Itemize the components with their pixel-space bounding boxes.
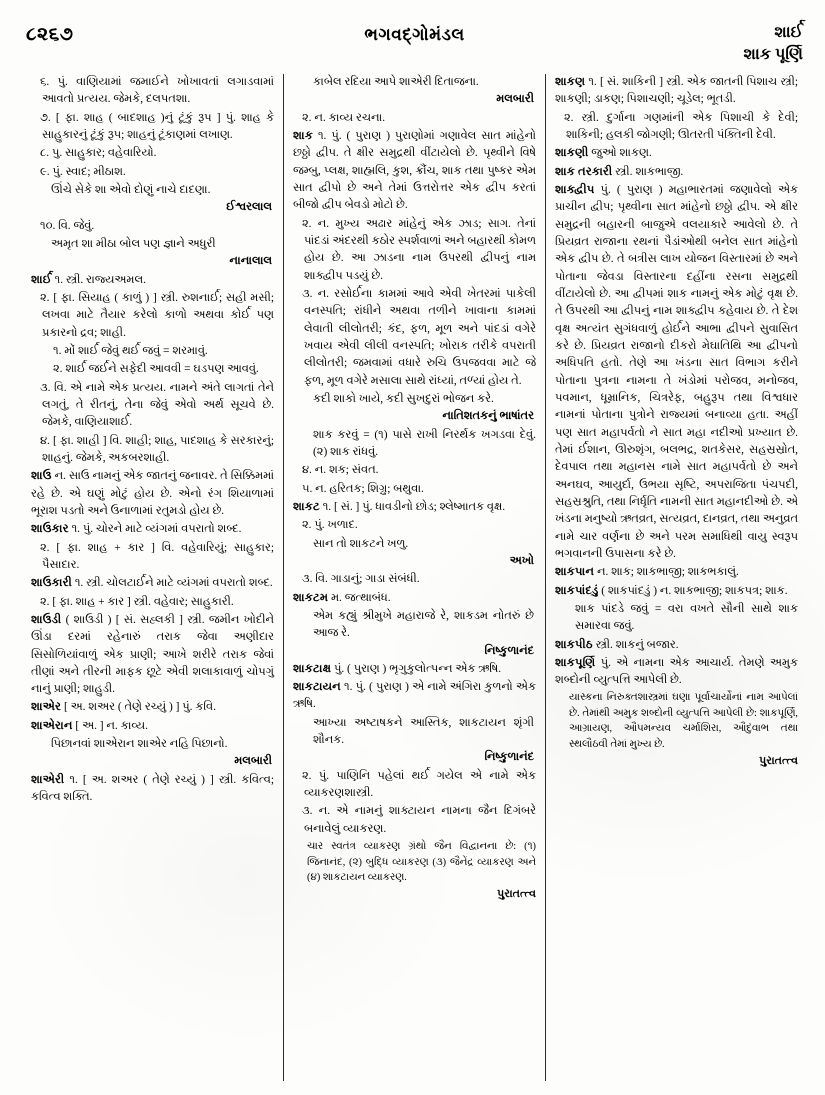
entry-citation: [293, 391, 536, 426]
citation-source: ઈશ્વરલાલ: [226, 201, 272, 214]
dictionary-entry: [293, 661, 536, 678]
entry-subsense: ૧. મોં શાર્ઈ જેવું થર્ઈ જવું = શરમાવું.: [53, 344, 208, 357]
citation-source: નિષ્કુળાનંદ: [484, 751, 534, 764]
citation-text: સાન તો શાકટને ખળુ.: [313, 537, 409, 550]
dictionary-entry: [555, 182, 798, 563]
citation-source: નાનાલાલ: [229, 255, 272, 268]
entry-sense: ૪. [ ફા. શાહી ] વિ. શાહી; શાહ, પાદશાહ કે સરકારનું; શાહનું. જેમકે, અકબરશાહી.: [40, 434, 274, 464]
entry-definition: પું. ( પુરાણ ) મહાભારતમાં જણાવેલો એક પ્રાચીન દ્વીપ; પૃથ્વીના સાત માંહેનો છઠ્ઠો દ્વીપ. એ ક્ષીર સમુદ્રની બહારની બાજુએ વલયાકારે આવેલો છે. તે પ્રિયવ્રત રાજાના રથનાં પૈડાંઓથી બનેલ સાત માંહેનો એક દ્વીપ છે. તે બત્રીસ લાખ યોજન વિસ્તારમાં છે અને પોતાના જેવડા વિસ્તારના દહીંના રસના સમુદ્રથી વીંટાયેલો છે. આ દ્વીપમાં શાક નામનું એક મોટું વૃક્ષ છે. તે ઉપરથી આ દ્વીપનું નામ શાક્દ્વીપ કહેવાય છે. તે દેશ વૃક્ષ અત્યંત સુગંધવાળું હોર્ઈને આભા દ્વીપને સુવાસિત કરે છે. પ્રિયવ્રત રાજાનો દીકરો મેઘાતિથિ આ દ્વીપનો અધિપતિ હતો. તેણે આ ખંડના સાત વિભાગ કરીને પોતાના પુત્રના નામના તે ખંડોમાં પરોજવ, મનોજવ, પવમાન, ધૂમ્રાનિક, ચિત્રરેફ, બહુરૂપ તથા વિશ્વધાર નામનાં પોતાના પુત્રોને રાજ્યમાં બનાવ્યા હતા. અહીં પણ સાત મહાપર્વતો ને સાત મહા નદીઓ પ્રખ્યાત છે. તેમાં ર્ઈશાન, ઊરુશૃંગ, બલભદ્ર, શતકેસર, સહસ્રસ્રોત, દેવપાલ તથા મહાનસ નામે સાત મહાપર્વતો છે અને અનઘવ, આયુર્દા, ઉભયા સૃષ્ટિ, અપરાજિતા પંચપદી, સહસ્રશ્રુતિ, તથા નિર્ધૃતિ નામની સાત મહાનદીઓ છે. એ ખંડના મનુષ્યો ઋતવ્રત, સત્યવ્રત, દાનવ્રત, તથા અનુવ્રત નામે ચાર વર્ણના છે અને પરમ સમાધિથી વાયુ સ્વરૂપ ભગવાનની ઉપાસના કરે છે.: [555, 183, 798, 560]
entry-sense: ૩. ન. એ નામનું શાક્ટાયન નામના જૈન દિગંબરે બનાવેલું વ્યાકરણ.: [302, 805, 536, 835]
entry-headword: શાકટ: [293, 500, 320, 513]
entry-headword: શાકપીઠ: [555, 638, 593, 651]
entry-headword: શાએર: [31, 701, 62, 714]
entry-definition: ૧. [ સં. શાકિની ] સ્ત્રી. એક જાતની પિશાચ સ્ત્રી; શાકણી; ડાકણ; પિશાચણી; ચૂડેલ; ભૂતડી.: [555, 76, 798, 106]
book-title: ભગવદ્ગોમંડલ: [364, 25, 465, 44]
dictionary-entry: [293, 128, 536, 215]
entry-idiom: શાક પાંદડે જવું = વરા વખતે સૌની સાથે શાક સમારવા જવું.: [575, 602, 798, 633]
entry-citation: [31, 182, 274, 217]
entry-definition: ન. શાક; શાકભાજી; શાકભકાલું.: [596, 566, 739, 579]
entry-headword: શાક તરકારી: [555, 165, 613, 178]
citation-source: મલબારી: [496, 93, 534, 106]
entry-headword: શાકપાંદડું: [555, 584, 599, 597]
entry-headword: શાકપૂર્ણિ: [555, 656, 596, 669]
entry-definition: ન. સાઉ નામનું એક જાતનું જનાવર. તે સિક્કિમમાં રહે છે. એ ઘણું મોટું હોય છે. એનો રંગ શિયાળામાં ભૂરાશ પડતો અને ઉનાળામાં રતુમડો હોય છે.: [31, 470, 274, 517]
dictionary-entry: [31, 612, 274, 699]
entry-headword: શાઉકાર: [31, 523, 69, 536]
entry-definition: ૧. પું. ચોરને માટે વ્યંગમાં વપરાતો શબ્દ.: [71, 523, 242, 536]
guide-word-first: શાર્ઈ: [774, 24, 803, 41]
note-text: ચાર સ્વતંત્ર વ્યાકરણ ગ્રંથો જૈન વિદ્વાનના છે: (૧) જિનાનંદ, (૨) બુદ્ધિ વ્યાકરણ (૩) જૈનેંદ્ર વ્યાકરણ અને (૪) શાકટાયન વ્યાકરણ.: [307, 841, 536, 883]
entry-headword: શાઉકારી: [31, 577, 72, 590]
entry-definition: [ અ. શઅર ( તેણે રચ્યું ) ] પું. કવિ.: [63, 701, 216, 714]
entry-sense: ૪. ન. શક; સંવત.: [302, 464, 379, 477]
entry-definition: ૧. [ સં. ] પું. ધાવડીનો છોડ; શ્લેષ્માતક વૃક્ષ.: [322, 500, 506, 513]
dictionary-entry: [31, 772, 274, 807]
citation-source: મલબારી: [234, 755, 272, 768]
page-folio-number: ૮૨૬૭: [26, 24, 74, 45]
entry-headword: શાકણી: [555, 147, 589, 160]
entry-citation: [293, 715, 536, 767]
citation-text: પિછાનવાં શાએરાન શાએર નહિ પિછાનો.: [51, 738, 228, 751]
citation-text: આખ્યા અષ્ટાષકને આસ્તિક, શાકટાયન શૃંગી શૌનક.: [313, 716, 534, 747]
entry-headword: શાકણ: [555, 76, 586, 88]
entry-headword: શાર્ઈ: [31, 273, 52, 286]
entry-sense: ૭. [ ફા. શાહ ( બાદશાહ )નું ટૂંકું રૂપ ] પું. શાહ કે સાહુકારનું ટૂંકું રૂપ; શાહનું ટૂંકાણમાં લખાણ.: [40, 111, 274, 141]
dictionary-entry: [293, 679, 536, 714]
column-1: [22, 74, 283, 1081]
entry-citation: [31, 236, 274, 271]
citation-source: નાતિશતકનું ભાષાંતર: [442, 410, 534, 423]
citation-text: એમ કહ્યું શ્રીમુખે મહારાજે રે, શાકડમ નોતરું છે આજ રે.: [313, 609, 534, 640]
entry-sense: ૨. [ ફા. શાહ + કાર ] સ્ત્રી. વહેવાર; સાહુકારી.: [40, 595, 234, 608]
entry-headword: શાકપાન: [555, 566, 595, 579]
entry-citation: [293, 74, 536, 109]
citation-source: નિષ્કુળાનંદ: [484, 644, 534, 657]
entry-definition: ( શાઉડી ) [ સં. સહ્લકી ] સ્ત્રી. જમીન ખોદીને ઊંડા દરમાં રહેનારું તરાક જેવા અણીદાર સિસોળિયાંવાળું એક પ્રાણી; આખે શરીરે તરાક જેવાં તીણાં અને તીરની માફક છૂટે એવી શલાકાવાળું ચોપગું નાનું પ્રાણી; શાહુડી.: [31, 613, 274, 696]
entry-headword: શાક્દ્વીપ: [555, 183, 595, 196]
guide-words: [743, 22, 803, 65]
entry-citation: [293, 536, 536, 571]
guide-word-last: શાક પૂર્ણિ: [743, 45, 803, 63]
entry-definition: સ્ત્રી. શાકભાજી.: [615, 165, 684, 178]
entry-headword: શાકટાયન: [293, 681, 341, 694]
entry-subsense: ૨. શાર્ઈ જર્ઈને સફેદી આવવી = ઘડપણ આવવું.: [53, 363, 259, 376]
entry-definition: સ્ત્રી. શાકનું બજાર.: [595, 638, 679, 651]
dictionary-entry: [555, 583, 798, 600]
entry-definition: જુઓ શાકણ.: [591, 147, 652, 160]
note-source: પુરાતત્ત્વ: [497, 888, 536, 901]
entry-idiom: શાક કરવું = (૧) પાસે રાખી નિરર્થક ખગડવા દેવું. (૨) શાક રાંધવું.: [313, 428, 536, 458]
running-head: [26, 22, 803, 74]
entry-citation: [293, 608, 536, 660]
column-3: [545, 74, 807, 1081]
citation-text: કાબેલ રદિયા આપે શાએરી દિતાજના.: [313, 76, 479, 88]
entry-sense: ૬. પું. વાણિયામાં જમાઈને ખોખાવતાં લગાડવામાં આવતો પ્રત્યય. જેમકે, દલપતશા.: [40, 76, 274, 106]
entry-sense: ૧૦. વિ. જેવું.: [40, 219, 95, 232]
entry-definition: પું. ( પુરાણ ) ભૃગુકુલોત્પન્ન એક ઋષિ.: [333, 662, 502, 675]
entry-note: [555, 690, 798, 769]
dictionary-entry: [555, 145, 798, 162]
entry-headword: શાકટમ: [293, 591, 329, 604]
entry-sense: ૨. સ્ત્રી. દુર્ગાના ગણમાંની એક પિશાચી કે દેવી; શાકિની; હલકી જોગણી; ઊતરતી પંક્તિની દેવી.: [564, 111, 798, 141]
entry-sense: ૯. પું. સ્વાદ; મીઠાશ.: [40, 165, 126, 178]
entry-definition: ૧. સ્ત્રી. રાજ્યઅમલ.: [54, 273, 146, 286]
entry-sense: ૨. [ ફા. સિયાહ ( કાળું ) ] સ્ત્રી. રુશનાર્ઈ; સહી મસી; લખવા માટે તૈયાર કરેલો કાળો અથવા કોર્ઈ પણ પ્રકારનો દ્રવ; શાહી.: [40, 291, 274, 339]
note-text: યાસ્કના નિરુક્તશાસ્ત્રમાં ઘણા પૂર્વાચાર્યોનાં નામ આપેલાં છે. તેમાંથી અમુક શબ્દોની વ્યુત્પત્તિ આપેલી છે: શાકપૂર્ણિ, આગ્રાયણ, ઔપમન્યવ ચર્માશિરા, ઔદુંવાભ તથા સ્થલૌઠવી તેમાં મુખ્ય છે.: [569, 692, 798, 750]
dictionary-entry: [31, 575, 274, 592]
dictionary-entry: [31, 468, 274, 520]
entry-sense: ૨. પું. ખળાદ.: [302, 519, 358, 532]
entry-definition: ( શાકપાંદડું ) ન. શાકભાજી; શાકપત્ર; શાક.: [601, 584, 788, 597]
entry-sense: ૩. વિ. એ નામે એક પ્રત્યય. નામને અંતે લાગતાં તેને લગતું, તે રીતનું, તેના જેવું એવો અર્થ સૂચવે છે. જેમકે, વાણિયાશાર્ઈ.: [40, 381, 274, 429]
dictionary-entry: [31, 699, 274, 716]
entry-headword: શાઉડી: [31, 613, 62, 626]
entry-headword: શાકટાક્ષ: [293, 662, 332, 675]
entry-sense: ૩. વિ. ગાડાનું; ગાડા સંબંધી.: [302, 573, 420, 586]
dictionary-entry: [555, 74, 798, 109]
dictionary-entry: [555, 164, 798, 181]
entry-definition: મ. જત્થાબંધ.: [330, 591, 391, 604]
entry-sense: ૮. પુ. સાહુકાર; વહેવારિયો.: [40, 147, 157, 160]
entry-sense: ૩. ન. રસોર્ઈના કામમાં આવે એવી ખેતરમાં પાકેલી વનસ્પતિ; રાંધીને અથવા તળીને ખાવાના કામમાં લેવાતી લીલોતરી; કંદ, ફળ, મૂળ અને પાંદડાં વગેરે ખવાય એવી લીલી વનસ્પતિ; ખોરાક તરીકે વપરાતી લીલોતરી; જમવામાં વધારે રુચિ ઉપજવવા માટે જે ફળ, મૂળ વગેરે મસાલા સાથે રાંધ્યાં, તળ્યાં હોય તે.: [302, 287, 536, 387]
citation-source: અખો: [509, 554, 534, 567]
entry-headword: શાક: [293, 129, 314, 142]
entry-note: [293, 839, 536, 903]
entry-definition: ૧. પું. ( પુરાણ ) પુરાણોમાં ગણાવેલ સાત માંહેનો છઠ્ઠો દ્વીપ. તે ક્ષીર સમુદ્રથી વીંટાયેલો છે. પૃથ્વીને વિષે જમ્બુ, પ્લક્ષ, શાહ્મલિ, કુશ, ક્રૌંચ, શાક તથા પુષ્કર એમ સાત દ્વીપો છે અને તેમાં ઉત્તરોત્તર એક દ્વીપ કરતાં બીજો દ્વીપ બેવડો મોટો છે.: [293, 129, 536, 212]
dictionary-entry: [555, 637, 798, 654]
entry-definition: પું. એ નામના એક આચાર્ય. તેમણે અમુક શબ્દોની વ્યુત્પત્તિ આપેલી છે.: [555, 656, 798, 687]
entry-definition: ૧. સ્ત્રી. ચોલટાર્ઈને માટે વ્યંગમાં વપરાતો શબ્દ.: [74, 577, 273, 590]
dictionary-entry: [293, 499, 536, 516]
entry-definition: [ અ. ] ન. કાવ્ય.: [75, 719, 148, 732]
column-2: [283, 74, 545, 1081]
entry-sense: ૨. ન. કાવ્ય રચના.: [302, 111, 386, 124]
entry-headword: શાએરાન: [31, 719, 73, 732]
text-columns: [22, 74, 807, 1081]
entry-definition: ૧. પું. ( પુરાણ ) એ નામે અંગિરા કુળનો એક ઋષિ.: [293, 681, 536, 711]
entry-headword: શાઉ: [31, 470, 52, 483]
entry-headword: શાએરી: [31, 773, 65, 786]
dictionary-entry: [31, 521, 274, 538]
entry-sense: ૨. ન. મુખ્ય અઢાર માંહેનું એક ઝાડ; સાગ. તેનાં પાંદડાં અંદરથી કઠોર સ્પર્શવાળાં અને બહારથી કોમળ હોય છે. આ ઝાડના નામ ઉપરથી દ્વીપનું નામ શાક્દ્વીપ પડયું છે.: [302, 217, 536, 282]
dictionary-entry: [31, 718, 274, 735]
citation-text: કદી શાકો ખાયે, કદી સુખદુરાં ભોજન કરે.: [313, 392, 494, 405]
dictionary-entry: [555, 655, 798, 690]
entry-definition: ૧. [ અ. શઅર ( તેણે રચ્યું ) ] સ્ત્રી. કવિત્વ; કવિત્વ શક્તિ.: [31, 773, 274, 804]
entry-sense: ૨. [ ફા. શાહ + કાર ] વિ. વહેવારિયું; સાહુકાર; પૈસાદાર.: [40, 541, 274, 571]
citation-text: અમૃત શા મીઠા બોલ પણ જ્ઞાને અધુરી: [51, 237, 216, 250]
note-source: પુરાતત્ત્વ: [759, 755, 798, 768]
citation-text: ઊંચે સેકે શા એવો દોણું નાચે દાદણા.: [51, 183, 211, 196]
dictionary-entry: [31, 272, 274, 289]
entry-citation: [31, 736, 274, 771]
entry-sense: ૨. પું. પાણિનિ પહેલાં થર્ઈ ગયેલ એ નામે એક વ્યાકરણશાસ્ત્રી.: [302, 769, 536, 800]
entry-sense: ૫. ન. હરિતક; શિગ્રુ; બથુવા.: [302, 482, 424, 495]
dictionary-entry: [555, 564, 798, 581]
dictionary-entry: [293, 590, 536, 607]
